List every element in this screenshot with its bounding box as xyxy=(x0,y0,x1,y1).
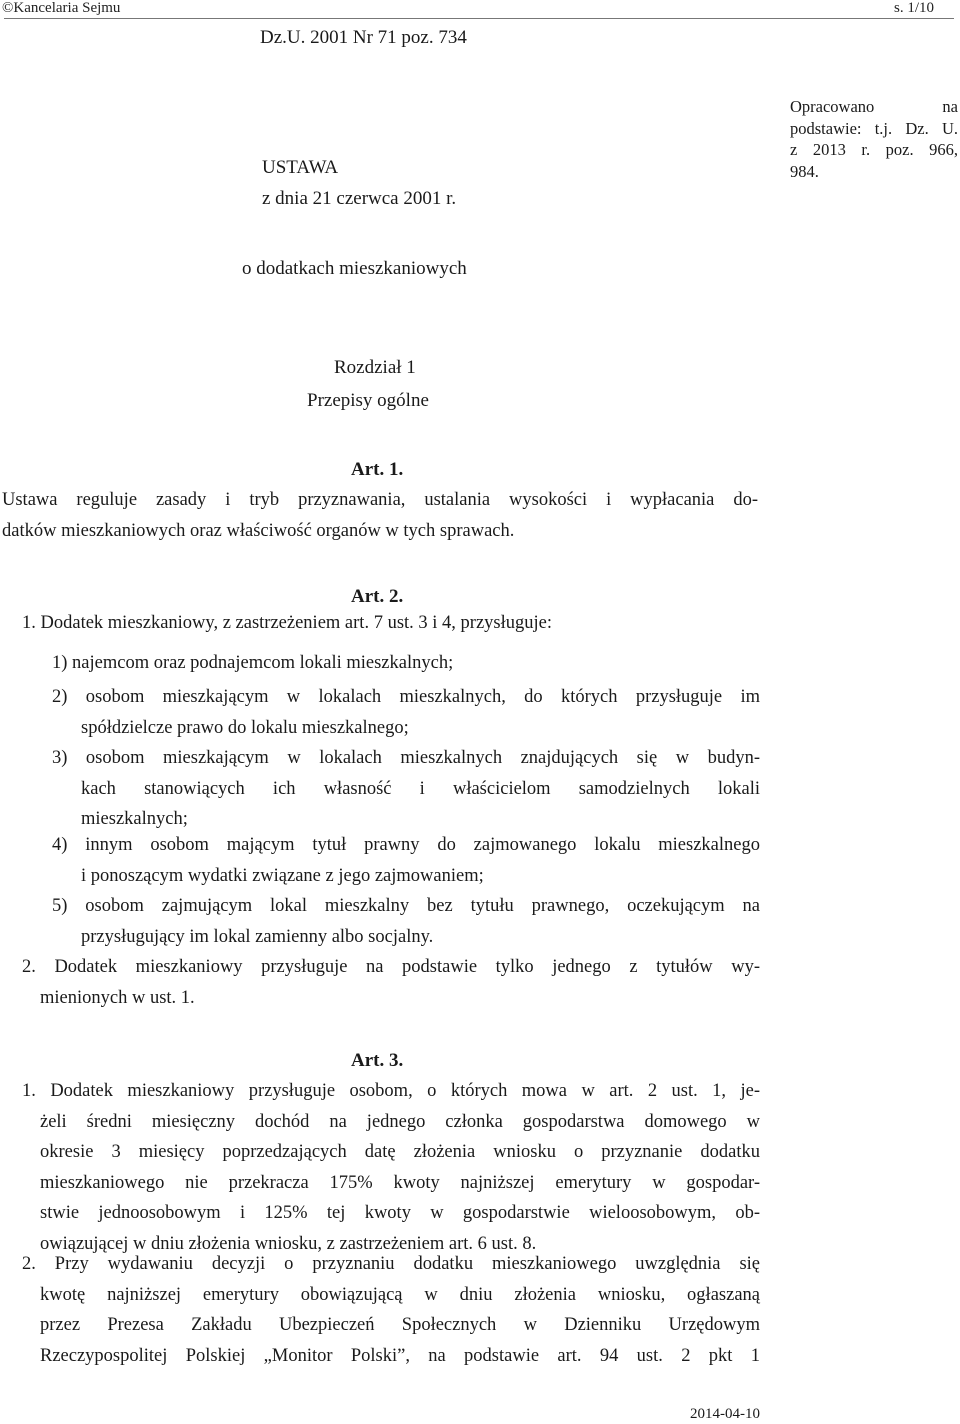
text-line: 2. Przy wydawaniu decyzji o przyznaniu dodatku mieszkaniowego uwzględnia się xyxy=(22,1254,760,1274)
chapter-name: Przepisy ogólne xyxy=(307,390,429,411)
article-2-paragraph-2 xyxy=(22,952,760,1013)
text-line: mieszkalnych; xyxy=(81,809,188,829)
footer-date: 2014-04-10 xyxy=(690,1406,760,1422)
act-title: USTAWA xyxy=(262,157,339,178)
side-note-line: Opracowano na xyxy=(790,97,958,116)
article-2-item-3 xyxy=(52,743,760,835)
side-note-line: z 2013 r. poz. 966, xyxy=(790,140,958,159)
text-line: 4) innym osobom mającym tytuł prawny do zajmowanego lokalu mieszkalnego xyxy=(52,835,760,855)
header-divider xyxy=(4,18,954,19)
article-3-heading: Art. 3. xyxy=(351,1050,404,1071)
article-1-heading: Art. 1. xyxy=(351,459,404,480)
text-line: 2. Dodatek mieszkaniowy przysługuje na podstawie tylko jednego z tytułów wy- xyxy=(22,957,760,977)
chapter-number: Rozdział 1 xyxy=(334,357,416,378)
article-3-paragraph-2 xyxy=(22,1249,760,1371)
text-line: 5) osobom zajmującym lokal mieszkalny bez tytułu prawnego, oczekującym na xyxy=(52,896,760,916)
act-date: z dnia 21 czerwca 2001 r. xyxy=(262,188,457,209)
article-2-item-5 xyxy=(52,891,760,952)
article-2-item-1 xyxy=(52,648,760,679)
document-reference: Dz.U. 2001 Nr 71 poz. 734 xyxy=(260,27,467,48)
text-line: owiązującej w dniu złożenia wniosku, z zastrzeżeniem art. 6 ust. 8. xyxy=(40,1233,537,1254)
text-line: 1. Dodatek mieszkaniowy, z zastrzeżeniem art. 7 ust. 3 i 4, przysługuje: xyxy=(22,613,552,633)
text-line: kwotę najniższej emerytury obowiązującą w dniu złożenia wniosku, ogłaszaną xyxy=(40,1284,760,1305)
text-line: żeli średni miesięczny dochód na jednego członka gospodarstwa domowego w xyxy=(40,1111,760,1132)
text-line: kach stanowiących ich własność i właścicielom samodzielnych lokali xyxy=(81,778,760,799)
text-line: datków mieszkaniowych oraz właściwość organów w tych sprawach. xyxy=(2,520,515,541)
act-subject: o dodatkach mieszkaniowych xyxy=(242,258,467,279)
text-line: spółdzielcze prawo do lokalu mieszkalnego; xyxy=(81,717,409,738)
text-line: mieszkaniowego nie przekracza 175% kwoty najniższej emerytury w gospodar- xyxy=(40,1172,760,1193)
text-line: mienionych w ust. 1. xyxy=(40,987,195,1008)
article-2-heading: Art. 2. xyxy=(351,586,404,607)
article-3-paragraph-1 xyxy=(22,1076,760,1259)
side-note xyxy=(790,96,958,182)
text-line: 3) osobom mieszkającym w lokalach mieszkalnych znajdujących się w budyn- xyxy=(52,748,760,768)
text-line: przysługujący im lokal zamienny albo socjalny. xyxy=(81,926,434,947)
text-line: stwie jednoosobowym i 125% tej kwoty w gospodarstwie wieloosobowym, ob- xyxy=(40,1203,760,1223)
header-left: ©Kancelaria Sejmu xyxy=(2,0,121,16)
text-line: Rzeczypospolitej Polskiej „Monitor Polski”, na podstawie art. 94 ust. 2 pkt 1 xyxy=(40,1345,760,1366)
article-1-text xyxy=(2,485,758,546)
article-2-item-2 xyxy=(52,682,760,743)
header-page-number: s. 1/10 xyxy=(893,0,934,16)
article-2-intro xyxy=(22,608,762,639)
article-2-item-4 xyxy=(52,830,760,891)
text-line: 1. Dodatek mieszkaniowy przysługuje osobom, o których mowa w art. 2 ust. 1, je- xyxy=(22,1081,760,1101)
text-line: Ustawa reguluje zasady i tryb przyznawania, ustalania wysokości i wypłacania do- xyxy=(2,490,758,510)
text-line: okresie 3 miesięcy poprzedzających datę złożenia wniosku o przyznanie dodatku xyxy=(40,1142,760,1162)
side-note-line: 984. xyxy=(790,161,819,181)
side-note-line: podstawie: t.j. Dz. U. xyxy=(790,118,958,138)
text-line: i ponoszącym wydatki związane z jego zajmowaniem; xyxy=(81,865,484,886)
text-line: 1) najemcom oraz podnajemcom lokali mieszkalnych; xyxy=(52,653,454,673)
text-line: przez Prezesa Zakładu Ubezpieczeń Społecznych w Dzienniku Urzędowym xyxy=(40,1315,760,1335)
text-line: 2) osobom mieszkającym w lokalach mieszkalnych, do których przysługuje im xyxy=(52,687,760,707)
